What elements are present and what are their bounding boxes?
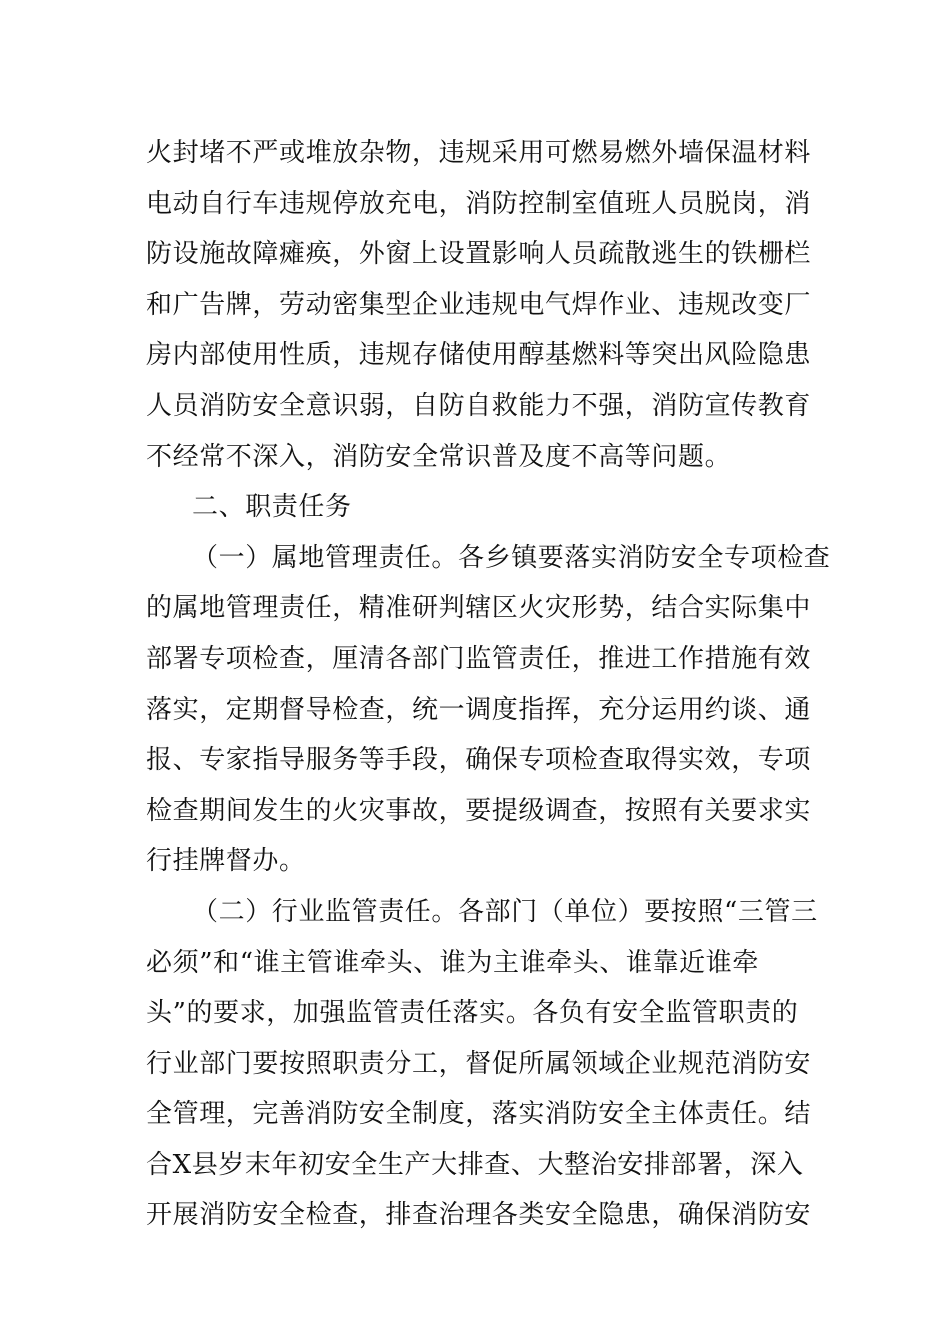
section-heading: 二、职责任务	[192, 492, 352, 523]
paragraph-line: 开展消防安全检查，排查治理各类安全隐患，确保消防安	[146, 1200, 812, 1231]
paragraph-line: 头”的要求，加强监管责任落实。各负有安全监管职责的	[146, 998, 799, 1029]
paragraph-first-line: （二）行业监管责任。各部门（单位）要按照“三管三	[192, 896, 818, 927]
paragraph-line: 火封堵不严或堆放杂物，违规采用可燃易燃外墙保温材料	[146, 138, 812, 168]
paragraph-line: 和广告牌，劳动密集型企业违规电气焊作业、违规改变厂	[146, 289, 812, 320]
paragraph-line: 防设施故障瘫痪，外窗上设置影响人员疏散逃生的铁栅栏	[146, 239, 812, 270]
paragraph-first-line: （一）属地管理责任。各乡镇要落实消防安全专项检查	[192, 542, 831, 573]
paragraph-line: 检查期间发生的火灾事故，要提级调查，按照有关要求实	[146, 795, 812, 826]
paragraph-line: 房内部使用性质，违规存储使用醇基燃料等突出风险隐患	[146, 340, 812, 371]
paragraph-line: 落实，定期督导检查，统一调度指挥，充分运用约谈、通	[146, 694, 812, 725]
paragraph-line: 部署专项检查，厘清各部门监管责任，推进工作措施有效	[146, 643, 812, 674]
paragraph-line: 必须”和“谁主管谁牵头、谁为主谁牵头、谁靠近谁牵	[146, 947, 759, 978]
paragraph-line: 的属地管理责任，精准研判辖区火灾形势，结合实际集中	[146, 593, 812, 624]
paragraph-line: 行挂牌督办。	[146, 846, 306, 877]
paragraph-line: 报、专家指导服务等手段，确保专项检查取得实效，专项	[146, 745, 812, 776]
document-body	[146, 128, 831, 1241]
paragraph-line: 不经常不深入，消防安全常识普及度不高等问题。	[146, 441, 732, 472]
paragraph-line: 电动自行车违规停放充电，消防控制室值班人员脱岗，消	[146, 188, 812, 219]
paragraph-line: 合X县岁末年初安全生产大排查、大整治安排部署，深入	[146, 1149, 804, 1180]
paragraph-line: 人员消防安全意识弱，自防自救能力不强，消防宣传教育	[146, 390, 812, 421]
paragraph-line: 全管理，完善消防安全制度，落实消防安全主体责任。结	[146, 1099, 812, 1130]
paragraph-line: 行业部门要按照职责分工，督促所属领域企业规范消防安	[146, 1048, 812, 1079]
